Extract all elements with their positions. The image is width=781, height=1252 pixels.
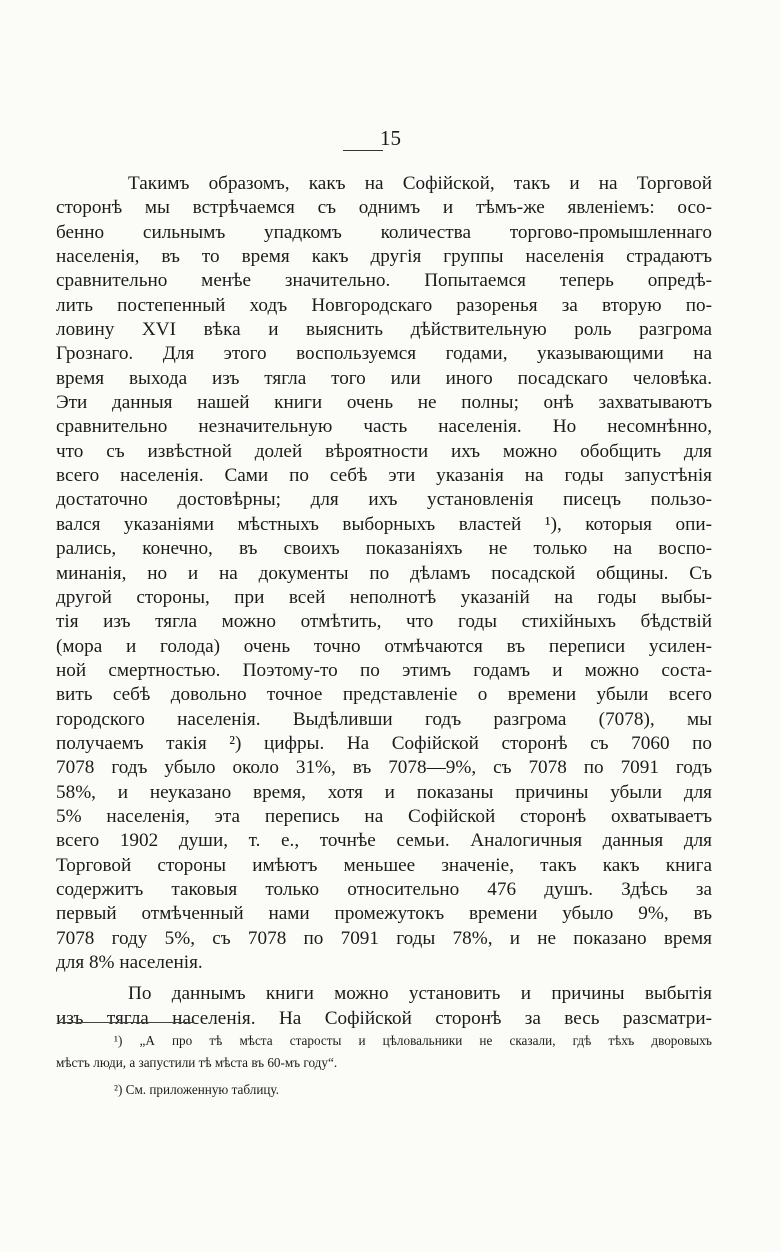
- footnote: [56, 1030, 712, 1074]
- text-line: первый отмѣченный нами промежутокъ времени убыло 9%, въ: [56, 903, 712, 925]
- text-line: (мора и голода) очень точно отмѣчаются въ переписи усилен-: [56, 635, 712, 657]
- text-line: содержитъ таковыя только относительно 476 душъ. Здѣсь за: [56, 878, 712, 900]
- text-line: бенно сильнымъ упадкомъ количества торгово-промышленнаго: [56, 221, 712, 243]
- page-number: 15: [380, 126, 401, 150]
- text-line: Такимъ образомъ, какъ на Софійской, такъ и на Торговой: [128, 173, 712, 194]
- text-line: что съ извѣстной долей вѣроятности ихъ можно обобщить для: [56, 440, 712, 462]
- text-line: лить постепенный ходъ Новгородскаго разоренья за вторую по-: [56, 294, 712, 316]
- text-line: ной смертностью. Поэтому-то по этимъ годамъ и можно соста-: [56, 659, 712, 681]
- text-line: рались, конечно, въ своихъ показаніяхъ не только на воспо-: [56, 538, 712, 560]
- text-line: тія изъ тягла можно отмѣтить, что годы стихійныхъ бѣдствій: [56, 611, 712, 633]
- text-line: Грознаго. Для этого воспользуемся годами, указывающими на: [56, 343, 712, 365]
- text-line: 58%, и неуказано время, хотя и показаны причины убыли для: [56, 781, 712, 803]
- text-line: ловину XVI вѣка и выяснить дѣйствительную роль разгрома: [56, 319, 712, 341]
- footnote-line: ²) См. приложенную таблицу.: [114, 1082, 280, 1097]
- text-line: другой стороны, при всей неполнотѣ указаній на годы выбы-: [56, 586, 712, 608]
- text-line: сравнительно менѣе значительно. Попытаемся теперь опредѣ-: [56, 270, 712, 292]
- text-line: сторонѣ мы встрѣчаемся съ однимъ и тѣмъ-же явленіемъ: осо-: [56, 197, 712, 219]
- text-line: изъ тягла населенія. На Софійской сторонѣ за весь разсматри-: [56, 1007, 712, 1029]
- paragraph: [56, 172, 712, 975]
- text-line: получаемъ такія ²) цифры. На Софійской сторонѣ съ 7060 по: [56, 732, 712, 754]
- text-line: вить себѣ довольно точное представленіе о времени убыли всего: [56, 684, 712, 706]
- text-line: всего населенія. Сами по себѣ эти указанія на годы запустѣнія: [56, 465, 712, 487]
- text-line: 7078 году 5%, съ 7078 по 7091 годы 78%, и не показано время: [56, 927, 712, 949]
- paragraph: [56, 982, 712, 1031]
- text-line: 7078 годъ убыло около 31%, въ 7078—9%, съ 7078 по 7091 годъ: [56, 757, 712, 779]
- text-line: вался указаніями мѣстныхъ выборныхъ властей ¹), которыя опи-: [56, 513, 712, 535]
- text-line: достаточно достовѣрны; для ихъ установленія писецъ пользо-: [56, 489, 712, 511]
- page-number-underline: [343, 150, 383, 151]
- text-line: сравнительно незначительную часть населенія. Но несомнѣнно,: [56, 416, 712, 438]
- text-line: 5% населенія, эта перепись на Софійской сторонѣ охватываетъ: [56, 805, 712, 827]
- text-line: всего 1902 души, т. е., точнѣе семьи. Аналогичныя данныя для: [56, 830, 712, 852]
- text-line: минанія, но и на документы по дѣламъ посадской общины. Съ: [56, 562, 712, 584]
- footnote-separator: [58, 1022, 194, 1023]
- text-line: для 8% населенія.: [56, 952, 203, 973]
- text-line: городского населенія. Выдѣливши годъ разгрома (7078), мы: [56, 708, 712, 730]
- text-line: Эти данныя нашей книги очень не полны; онѣ захватываютъ: [56, 392, 712, 414]
- body-text: [56, 172, 712, 1031]
- text-line: населенія, въ то время какъ другія группы населенія страдаютъ: [56, 246, 712, 268]
- footnote: [56, 1079, 712, 1101]
- footnote-line: мѣстъ люди, а запустили тѣ мѣста въ 60-мъ году“.: [56, 1055, 338, 1070]
- text-line: время выхода изъ тягла того или иного посадскаго человѣка.: [56, 367, 712, 389]
- text-line: По даннымъ книги можно установить и причины выбытія: [128, 983, 712, 1005]
- footnote-line: ¹) „А про тѣ мѣста старосты и цѣловальники не сказали, гдѣ тѣхъ дворовыхъ: [114, 1033, 712, 1048]
- footnotes: [56, 1030, 712, 1101]
- text-line: Торговой стороны имѣютъ меньшее значеніе, такъ какъ книга: [56, 854, 712, 876]
